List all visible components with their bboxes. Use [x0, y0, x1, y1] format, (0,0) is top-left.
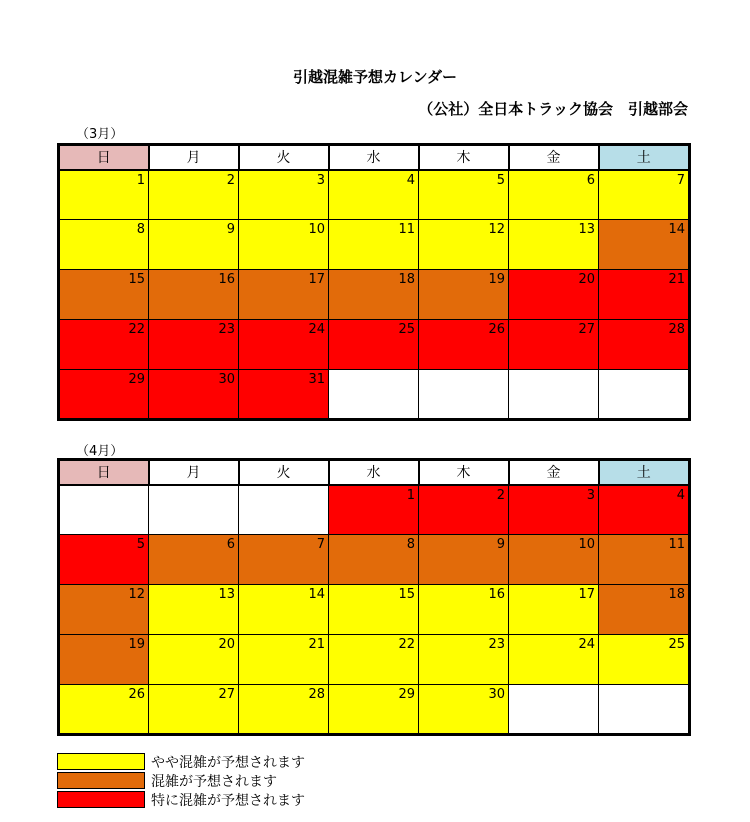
- day-number: 28: [668, 322, 685, 337]
- day-number: [595, 379, 598, 381]
- legend-item: [57, 752, 305, 771]
- day-number: 14: [668, 222, 685, 237]
- empty-day-cell: [239, 485, 329, 535]
- day-number: 9: [226, 222, 235, 237]
- day-cell: [509, 220, 599, 270]
- day-number: 6: [226, 537, 235, 552]
- day-cell: [329, 220, 419, 270]
- legend-item: [57, 771, 305, 790]
- weekday-header-friday: 金: [509, 145, 599, 170]
- weekday-header-sunday: 日: [59, 460, 149, 485]
- day-number: 25: [398, 322, 415, 337]
- day-cell: [59, 320, 149, 370]
- week-row: [59, 220, 690, 270]
- day-number: 4: [406, 172, 415, 188]
- week-row: [59, 170, 690, 220]
- weekday-header-saturday: 土: [599, 460, 690, 485]
- empty-day-cell: [149, 485, 239, 535]
- day-number: 27: [578, 322, 595, 337]
- day-cell: [419, 535, 509, 585]
- day-cell: [419, 220, 509, 270]
- day-cell: [329, 685, 419, 735]
- weekday-header-saturday: 土: [599, 145, 690, 170]
- day-number: 18: [668, 587, 685, 602]
- day-cell: [509, 585, 599, 635]
- empty-day-cell: [599, 685, 690, 735]
- day-number: 19: [128, 637, 145, 652]
- legend-label: やや混雑が予想されます: [151, 754, 305, 771]
- week-row: [59, 685, 690, 735]
- weekday-header-wednesday: 水: [329, 145, 419, 170]
- legend-label: 特に混雑が予想されます: [151, 792, 305, 809]
- day-number: 28: [308, 687, 325, 702]
- week-row: [59, 535, 690, 585]
- day-number: 3: [586, 487, 595, 503]
- day-cell: [239, 635, 329, 685]
- day-number: [415, 379, 418, 381]
- day-cell: [239, 270, 329, 320]
- weekday-header-friday: 金: [509, 460, 599, 485]
- calendar-april: [57, 458, 691, 736]
- day-cell: [59, 585, 149, 635]
- day-number: 8: [406, 537, 415, 552]
- day-number: 3: [316, 172, 325, 188]
- empty-day-cell: [509, 685, 599, 735]
- day-cell: [239, 170, 329, 220]
- day-cell: [329, 485, 419, 535]
- day-cell: [419, 270, 509, 320]
- day-number: 16: [488, 587, 505, 602]
- day-cell: [599, 485, 690, 535]
- day-cell: [509, 270, 599, 320]
- day-number: 23: [488, 637, 505, 652]
- day-cell: [509, 635, 599, 685]
- day-cell: [239, 685, 329, 735]
- day-number: 22: [398, 637, 415, 652]
- day-cell: [149, 370, 239, 420]
- empty-day-cell: [599, 370, 690, 420]
- legend: [57, 752, 305, 809]
- day-number: 14: [308, 587, 325, 602]
- weekday-header-row: [59, 460, 690, 485]
- day-cell: [419, 485, 509, 535]
- day-cell: [59, 270, 149, 320]
- weekday-header-wednesday: 水: [329, 460, 419, 485]
- day-cell: [239, 370, 329, 420]
- day-number: 4: [676, 487, 685, 503]
- day-cell: [509, 535, 599, 585]
- day-cell: [59, 685, 149, 735]
- week-row: [59, 635, 690, 685]
- day-cell: [149, 585, 239, 635]
- day-cell: [59, 535, 149, 585]
- empty-day-cell: [509, 370, 599, 420]
- day-number: 13: [218, 587, 235, 602]
- day-number: 24: [578, 637, 595, 652]
- page-title: 引越混雑予想カレンダー: [292, 68, 458, 86]
- day-cell: [509, 170, 599, 220]
- day-number: 17: [308, 272, 325, 287]
- legend-label: 混雑が予想されます: [151, 773, 277, 790]
- day-cell: [599, 320, 690, 370]
- day-number: 21: [668, 272, 685, 287]
- day-cell: [599, 220, 690, 270]
- day-cell: [329, 585, 419, 635]
- day-cell: [239, 585, 329, 635]
- day-cell: [599, 635, 690, 685]
- week-row: [59, 585, 690, 635]
- day-number: 17: [578, 587, 595, 602]
- weekday-header-thursday: 木: [419, 145, 509, 170]
- day-number: 1: [136, 172, 145, 188]
- day-number: 2: [496, 487, 505, 503]
- day-cell: [329, 320, 419, 370]
- day-cell: [149, 685, 239, 735]
- day-number: 11: [668, 537, 685, 552]
- legend-swatch: [57, 791, 145, 808]
- weekday-header-monday: 月: [149, 145, 239, 170]
- day-cell: [599, 585, 690, 635]
- weekday-header-row: [59, 145, 690, 170]
- day-number: 10: [578, 537, 595, 552]
- day-cell: [149, 170, 239, 220]
- day-number: 6: [586, 172, 595, 188]
- day-cell: [59, 170, 149, 220]
- day-number: 19: [488, 272, 505, 287]
- month-label-april: （4月）: [76, 444, 124, 459]
- week-row: [59, 370, 690, 420]
- day-cell: [59, 370, 149, 420]
- day-cell: [149, 635, 239, 685]
- day-number: 20: [578, 272, 595, 287]
- day-cell: [329, 270, 419, 320]
- day-number: 1: [406, 487, 415, 503]
- day-cell: [599, 270, 690, 320]
- day-number: 20: [218, 637, 235, 652]
- day-cell: [419, 585, 509, 635]
- day-number: 22: [128, 322, 145, 337]
- day-number: 7: [676, 172, 685, 188]
- weekday-header-sunday: 日: [59, 145, 149, 170]
- weekday-header-monday: 月: [149, 460, 239, 485]
- day-number: 26: [128, 687, 145, 702]
- day-cell: [329, 535, 419, 585]
- day-number: 30: [488, 687, 505, 702]
- weekday-header-thursday: 木: [419, 460, 509, 485]
- day-cell: [239, 220, 329, 270]
- day-number: 29: [398, 687, 415, 702]
- day-cell: [419, 635, 509, 685]
- day-number: 9: [496, 537, 505, 552]
- calendar-march: [57, 143, 691, 421]
- day-cell: [239, 535, 329, 585]
- day-number: 29: [128, 372, 145, 387]
- day-number: 12: [488, 222, 505, 237]
- empty-day-cell: [419, 370, 509, 420]
- legend-item: [57, 790, 305, 809]
- day-cell: [329, 635, 419, 685]
- day-number: 5: [136, 537, 145, 552]
- empty-day-cell: [59, 485, 149, 535]
- day-cell: [329, 170, 419, 220]
- week-row: [59, 320, 690, 370]
- empty-day-cell: [329, 370, 419, 420]
- day-number: 11: [398, 222, 415, 237]
- day-number: 30: [218, 372, 235, 387]
- day-number: 8: [136, 222, 145, 237]
- weekday-header-tuesday: 火: [239, 460, 329, 485]
- day-number: 2: [226, 172, 235, 188]
- day-cell: [239, 320, 329, 370]
- day-cell: [599, 170, 690, 220]
- day-number: 27: [218, 687, 235, 702]
- day-cell: [59, 635, 149, 685]
- day-cell: [419, 685, 509, 735]
- day-cell: [59, 220, 149, 270]
- legend-swatch: [57, 772, 145, 789]
- day-number: 15: [398, 587, 415, 602]
- day-number: [595, 694, 598, 696]
- day-number: [235, 495, 238, 497]
- day-number: 10: [308, 222, 325, 237]
- day-number: 15: [128, 272, 145, 287]
- week-row: [59, 270, 690, 320]
- day-cell: [149, 320, 239, 370]
- day-cell: [509, 485, 599, 535]
- day-number: [685, 379, 688, 381]
- day-cell: [149, 220, 239, 270]
- day-number: [145, 495, 148, 497]
- day-cell: [509, 320, 599, 370]
- organization-name: （公社）全日本トラック協会 引越部会: [418, 100, 688, 118]
- week-row: [59, 485, 690, 535]
- day-number: 16: [218, 272, 235, 287]
- legend-swatch: [57, 753, 145, 770]
- day-number: [685, 694, 688, 696]
- day-number: 23: [218, 322, 235, 337]
- day-cell: [419, 170, 509, 220]
- month-label-march: （3月）: [76, 127, 124, 142]
- day-number: 13: [578, 222, 595, 237]
- day-number: [505, 379, 508, 381]
- day-number: 12: [128, 587, 145, 602]
- day-number: 26: [488, 322, 505, 337]
- day-number: 18: [398, 272, 415, 287]
- day-cell: [419, 320, 509, 370]
- day-number: 24: [308, 322, 325, 337]
- day-number: [325, 495, 328, 497]
- day-number: 5: [496, 172, 505, 188]
- day-number: 7: [316, 537, 325, 552]
- day-cell: [149, 535, 239, 585]
- day-number: 31: [308, 372, 325, 387]
- weekday-header-tuesday: 火: [239, 145, 329, 170]
- day-number: 25: [668, 637, 685, 652]
- day-cell: [599, 535, 690, 585]
- day-number: 21: [308, 637, 325, 652]
- day-cell: [149, 270, 239, 320]
